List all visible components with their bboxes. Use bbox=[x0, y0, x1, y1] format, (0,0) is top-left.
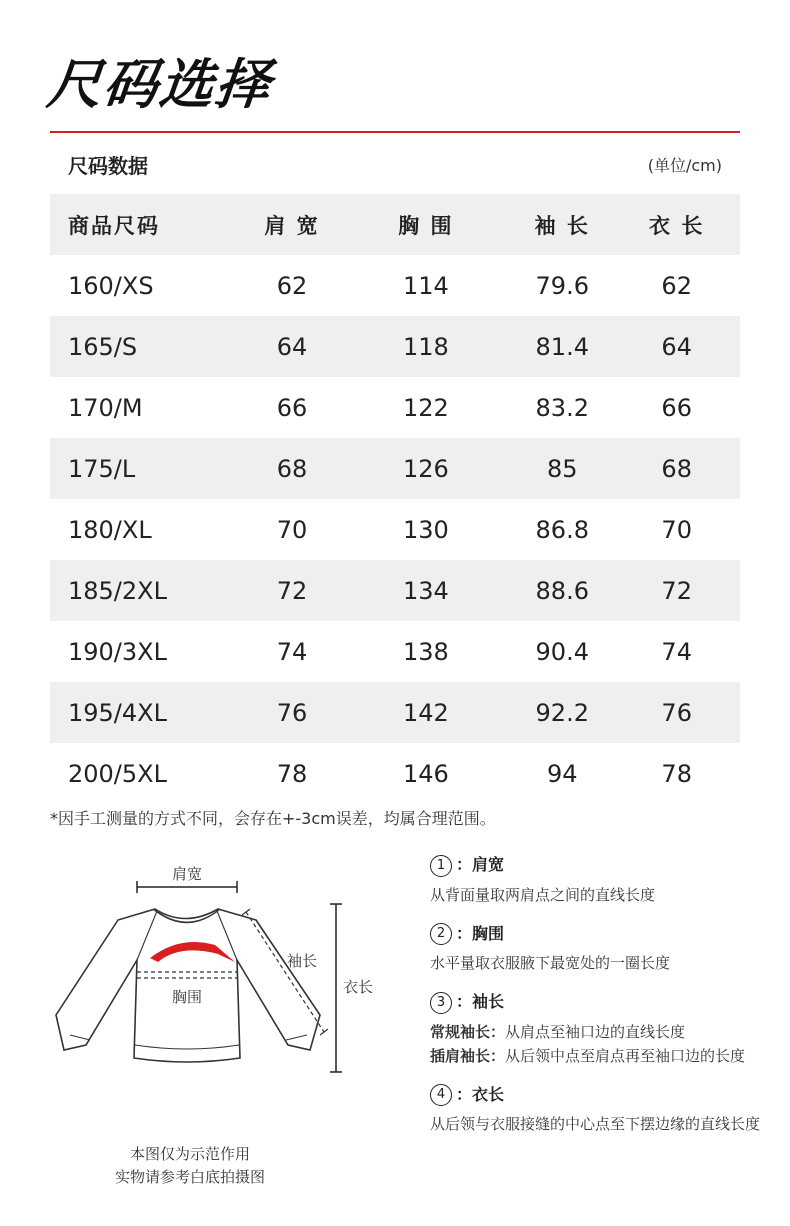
table-header-row bbox=[50, 194, 740, 255]
table-cell: 79.6 bbox=[535, 271, 589, 300]
table-row bbox=[50, 499, 740, 560]
table-cell: 66 bbox=[661, 393, 692, 422]
table-cell: 78 bbox=[276, 759, 308, 788]
table-cell: 74 bbox=[661, 637, 692, 666]
unit-label: (单位/cm) bbox=[647, 156, 722, 175]
table-cell: 76 bbox=[276, 698, 308, 727]
table-cell: 195/4XL bbox=[68, 698, 167, 727]
table-cell: 78 bbox=[661, 759, 692, 788]
table-header-cell: 袖 长 bbox=[534, 213, 590, 238]
table-cell: 180/XL bbox=[68, 515, 152, 544]
definition-title: ：胸围 bbox=[456, 923, 505, 943]
table-cell: 118 bbox=[403, 332, 449, 361]
table-cell: 94 bbox=[546, 759, 578, 788]
table-body bbox=[50, 255, 740, 804]
table-row bbox=[50, 377, 740, 438]
table-cell: 76 bbox=[661, 698, 692, 727]
table-cell: 90.4 bbox=[535, 637, 589, 666]
table-cell: 68 bbox=[661, 454, 692, 483]
page-title: 尺码选择 bbox=[44, 53, 275, 116]
table-row bbox=[50, 743, 740, 804]
table-cell: 72 bbox=[276, 576, 308, 605]
measurement-definitions bbox=[430, 852, 760, 1150]
number-badge: 2 bbox=[430, 923, 452, 945]
table-cell: 85 bbox=[546, 454, 578, 483]
table-row bbox=[50, 621, 740, 682]
table-cell: 64 bbox=[661, 332, 692, 361]
table-cell: 142 bbox=[403, 698, 449, 727]
diagram-caption-2: 实物请参考白底拍摄图 bbox=[114, 1168, 265, 1186]
definition-title: ：衣长 bbox=[456, 1084, 505, 1104]
table-cell: 160/XS bbox=[68, 271, 154, 300]
measurement-note: *因手工测量的方式不同，会存在+-3cm误差，均属合理范围。 bbox=[50, 809, 496, 828]
definition-length bbox=[430, 1082, 760, 1137]
table-cell: 185/2XL bbox=[68, 576, 167, 605]
table-cell: 62 bbox=[661, 271, 692, 300]
definition-title: ：肩宽 bbox=[456, 855, 505, 874]
table-header-cell: 肩 宽 bbox=[264, 213, 320, 238]
sweatshirt-diagram bbox=[50, 850, 380, 1110]
table-row bbox=[50, 560, 740, 621]
table-cell: 146 bbox=[403, 759, 449, 788]
definition-chest bbox=[430, 921, 760, 976]
table-cell: 114 bbox=[403, 271, 449, 300]
table-cell: 130 bbox=[403, 515, 449, 544]
table-header-cell: 商品尺码 bbox=[68, 213, 160, 238]
sleeve-raglan-key: 插肩袖长： bbox=[430, 1046, 506, 1065]
table-cell: 74 bbox=[276, 637, 308, 666]
number-badge: 1 bbox=[430, 855, 452, 877]
table-cell: 64 bbox=[276, 332, 308, 361]
sleeve-label: 袖长 bbox=[286, 952, 318, 970]
table-cell: 62 bbox=[276, 271, 308, 300]
table-cell: 70 bbox=[661, 515, 692, 544]
chest-label: 胸围 bbox=[171, 988, 203, 1006]
table-header-cell: 衣 长 bbox=[649, 213, 705, 238]
table-cell: 83.2 bbox=[535, 393, 589, 422]
sleeve-regular-text: 从肩点至袖口边的直线长度 bbox=[505, 1022, 686, 1041]
definition-title: ：袖长 bbox=[456, 992, 505, 1011]
table-cell: 190/3XL bbox=[68, 637, 167, 666]
table-cell: 66 bbox=[276, 393, 308, 422]
definition-text: 从背面量取两肩点之间的直线长度 bbox=[430, 885, 656, 904]
table-cell: 68 bbox=[276, 454, 308, 483]
sweatshirt-outline bbox=[56, 909, 320, 1062]
table-row bbox=[50, 438, 740, 499]
table-cell: 72 bbox=[661, 576, 692, 605]
table-cell: 92.2 bbox=[535, 698, 589, 727]
section-title: 尺码数据 bbox=[68, 154, 148, 178]
number-badge: 4 bbox=[430, 1084, 452, 1106]
definition-sleeve bbox=[430, 989, 760, 1068]
table-cell: 81.4 bbox=[535, 332, 589, 361]
table-cell: 126 bbox=[403, 454, 449, 483]
table-cell: 86.8 bbox=[535, 515, 589, 544]
diagram-caption-1: 本图仅为示范作用 bbox=[129, 1145, 250, 1163]
table-cell: 175/L bbox=[68, 454, 136, 483]
definition-text: 水平量取衣服腋下最宽处的一圈长度 bbox=[430, 954, 671, 972]
definition-shoulder bbox=[430, 852, 760, 907]
length-label: 衣长 bbox=[342, 978, 374, 996]
table-cell: 70 bbox=[276, 515, 308, 544]
table-cell: 170/M bbox=[68, 393, 143, 422]
table-header-cell: 胸 围 bbox=[398, 213, 454, 238]
table-row bbox=[50, 255, 740, 316]
number-badge: 3 bbox=[430, 992, 452, 1014]
table-cell: 134 bbox=[403, 576, 449, 605]
shoulder-label: 肩宽 bbox=[171, 865, 203, 883]
sleeve-regular-key: 常规袖长： bbox=[430, 1022, 506, 1041]
table-row bbox=[50, 682, 740, 743]
title-divider bbox=[50, 131, 740, 133]
sleeve-raglan-text: 从后领中点至肩点再至袖口边的长度 bbox=[505, 1046, 746, 1065]
table-row bbox=[50, 316, 740, 377]
size-table bbox=[50, 194, 740, 804]
table-cell: 88.6 bbox=[535, 576, 589, 605]
table-cell: 138 bbox=[403, 637, 449, 666]
table-cell: 200/5XL bbox=[68, 759, 167, 788]
table-cell: 122 bbox=[403, 393, 449, 422]
table-cell: 165/S bbox=[68, 332, 138, 361]
definition-text: 从后领与衣服接缝的中心点至下摆边缘的直线长度 bbox=[430, 1115, 761, 1133]
